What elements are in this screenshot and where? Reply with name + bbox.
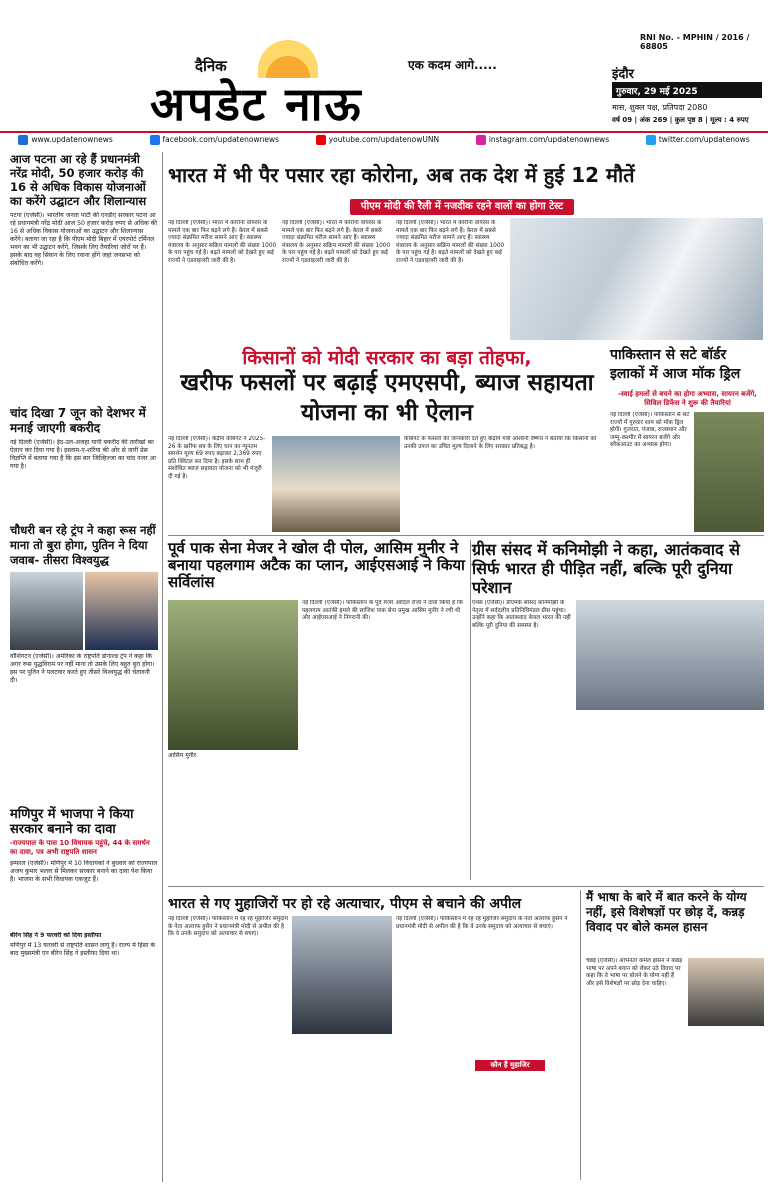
youtube-link[interactable]: youtube.com/updatenowUNN: [316, 135, 439, 145]
muhajir-box-label: कौन हैं मुहाजिर: [475, 1060, 545, 1071]
putin-photo: [10, 572, 83, 650]
cabinet-photo: [272, 436, 400, 532]
pak-body: नई दिल्ली (एजेंसी)। पाकिस्तान से सटे राज्यों में गुरुवार शाम को मॉक ड्रिल होगी। गुजरात, पंजाब, राजस्थान और जम्मू-कश्मीर में सायरन बजेंगे और ब्लैकआउट का अभ्यास होगा।: [610, 412, 690, 448]
globe-icon: [18, 135, 28, 145]
twitter-link[interactable]: twitter.com/updatenows: [646, 135, 750, 145]
left-body-5: मणिपुर में 13 फरवरी से राष्ट्रपति शासन लागू है। राज्य में हिंसा के बाद मुख्यमंत्री एन बीरेन सिंह ने इस्तीफा दिया था।: [10, 942, 156, 957]
instagram-icon: [476, 135, 486, 145]
left-headline-1: आज पटना आ रहे हैं प्रधानमंत्री नरेंद्र मोदी, 50 हजार करोड़ की 16 से अधिक विकास योजनाओं का करेंगे उद्घाटन और शिलान्यास: [10, 152, 147, 208]
date: गुरुवार, 29 मई 2025: [612, 82, 762, 98]
kamal-photo: [688, 958, 764, 1026]
column-divider-3: [580, 890, 581, 1180]
altaf-photo: [292, 916, 392, 1034]
trump-photo: [85, 572, 158, 650]
soldiers-photo: [694, 412, 764, 532]
column-divider-2: [470, 540, 471, 880]
lead-subhead: पीएम मोदी की रैली में नजदीक रहने वालों का होगा टेस्ट: [350, 199, 574, 215]
twitter-icon: [646, 135, 656, 145]
youtube-icon: [316, 135, 326, 145]
panchang: मास, शुक्ल पक्ष, प्रतिपदा 2080: [612, 103, 708, 112]
column-divider: [162, 152, 163, 1182]
language-headline: मैं भाषा के बारे में बात करने के योग्य नहीं, इसे विशेषज्ञों पर छोड़ दें, कन्नड़ विवाद पर बोले कमल हासन: [586, 890, 747, 934]
left-subhead-5: बीरेन सिंह ने 9 फरवरी को दिया इस्तीफा: [10, 932, 102, 939]
lead-body-1: नई दिल्ली (एजेंसी)। भारत में कोरोना वायरस के मामले एक बार फिर बढ़ने लगे हैं। केरल में सबसे ज्यादा संक्रमित मरीज सामने आए हैं। स्वास्थ्य मंत्रालय के अनुसार सक्रिय मामलों की संख्या 1000 के पार पहुंच गई है। बढ़ते मामलों को देखते हुए कई राज्यों ने एडवाइजरी जारी की है।: [168, 220, 277, 264]
left-body-4: इम्फाल (एजेंसी)। मणिपुर में 10 विधायकों ने बुधवार को राज्यपाल अजय कुमार भल्ला से मिलकर सरकार बनाने का दावा पेश किया है। भाजपा के सभी विधायक एकजुट हैं।: [10, 860, 158, 883]
munir-caption: आसिम मुनीर: [168, 752, 197, 759]
left-column: [10, 152, 158, 1178]
left-subhead-4: -राज्यपाल के पास 10 विधायक पहुंचे, 44 के समर्थन का दावा, पत्र अभी राष्ट्रपति शासन: [10, 839, 150, 856]
greece-body: एथेंस (एजेंसी)। डीएमके सांसद कनिमोझी के नेतृत्व में सर्वदलीय प्रतिनिधिमंडल ग्रीस पहुंचा। उन्होंने कहा कि आतंकवाद केवल भारत की नहीं बल्कि पूरी दुनिया की समस्या है।: [472, 600, 571, 629]
pak-headline: पाकिस्तान से सटे बॉर्डर इलाकों में आज मॉक ड्रिल: [610, 347, 741, 382]
pak-subhead: -स्वाई हमलों से बचने का होगा अभ्यास, सायरन बजेंगे, सिविल डिफेंस ने शुरू की तैयारियां: [618, 390, 757, 407]
left-body-1: पटना (एजेंसी)। भारतीय जनता पार्टी की एनडीए सरकार पटना आ रहे प्रधानमंत्री नरेंद्र मोदी आज 50 हजार करोड़ रुपए से अधिक की 16 से अधिक विकास योजनाओं का उद्घाटन और शिलान्यास करेंगे। बताया जा रहा है कि पीएम मोदी बिहार में एयरपोर्ट टर्मिनल भवन का भी उद्घाटन करेंगे, जिसके लिए तैयारियां जोरों पर हैं। इसके बाद वह सिवान के लिए रवाना होंगे जहां जनसभा को संबोधित करेंगे।: [10, 212, 158, 267]
masthead: [0, 0, 768, 131]
left-headline-4: मणिपुर में भाजपा ने किया सरकार बनाने का दावा: [10, 807, 134, 837]
farm-body-1: नई दिल्ली (एजेंसी)। केंद्रीय कैबिनेट ने 2025-26 के खरीफ सत्र के लिए धान का न्यूनतम समर्थन मूल्य 69 रुपए बढ़ाकर 2,369 रुपए प्रति क्विंटल कर दिया है। इसके साथ ही संशोधित ब्याज सहायता योजना को भी मंजूरी दी गई है।: [168, 436, 266, 480]
farm-body-2: कैबिनेट के फैसलों की जानकारी देते हुए केंद्रीय मंत्री अश्विनी वैष्णव ने बताया कि किसानों को उनकी उपज का उचित मूल्य दिलाने के लिए सरकार प्रतिबद्ध है।: [404, 436, 597, 450]
army-body: नई दिल्ली (एजेंसी)। पाकिस्तान के पूर्व मेजर आदिल राजा ने दावा किया है कि पहलगाम आतंकी हमले की साजिश पाक सेना प्रमुख आसिम मुनीर ने रची थी और आईएसआई ने निगरानी की।: [302, 600, 463, 621]
munir-photo: [168, 600, 298, 750]
covid-ppe-photo: [510, 218, 763, 340]
left-body-3: वॉशिंगटन (एजेंसी)। अमेरिका के राष्ट्रपति डोनाल्ड ट्रंप ने कहा कि अगर रूस युद्धविराम पर नहीं माना तो उसके लिए बहुत बुरा होगा। इस पर पुतिन ने पलटवार करते हुए तीसरे विश्वयुद्ध की चेतावनी दी।: [10, 653, 155, 684]
farm-kicker: किसानों को मोदी सरकार का बड़ा तोहफा,: [242, 347, 532, 369]
social-bar: [0, 131, 768, 147]
lead-body-2: नई दिल्ली (एजेंसी)। भारत में कोरोना वायरस के मामले एक बार फिर बढ़ने लगे हैं। केरल में सबसे ज्यादा संक्रमित मरीज सामने आए हैं। स्वास्थ्य मंत्रालय के अनुसार सक्रिय मामलों की संख्या 1000 के पार पहुंच गई है। बढ़ते मामलों को देखते हुए कई राज्यों ने एडवाइजरी जारी की है।: [282, 220, 391, 264]
left-headline-3: चौधरी बन रहे ट्रंप ने कहा रूस नहीं माना तो बुरा होगा, पुतिन ने दिया जवाब- तीसरा विश्वयुद्ध: [10, 523, 156, 567]
facebook-link[interactable]: facebook.com/updatenownews: [150, 135, 280, 145]
leaders-photos: [10, 572, 158, 650]
instagram-link[interactable]: instagram.com/updatenownews: [476, 135, 609, 145]
language-body: चेन्नई (एजेंसी)। अभिनेता कमल हासन ने कन्नड़ भाषा पर अपने बयान को लेकर उठे विवाद पर कहा कि वे भाषा पर बोलने के योग्य नहीं हैं और इसे विशेषज्ञों पर छोड़ देना चाहिए।: [586, 958, 683, 987]
greece-headline: ग्रीस संसद में कनिमोझी ने कहा, आतंकवाद से सिर्फ भारत ही पीड़ित नहीं, बल्कि पूरी दुनिया परेशान: [472, 540, 740, 597]
newspaper-logo: अपडेट नाऊ: [150, 77, 363, 131]
left-headline-2: चांद दिखा 7 जून को देशभर में मनाई जाएगी बकरीद: [10, 406, 146, 435]
kanimozhi-photo: [576, 600, 764, 710]
army-headline: पूर्व पाक सेना मेजर ने खोल दी पोल, आसिम मुनीर ने बनाया पहलगाम अटैक का प्लान, आईएसआई ने किया सर्विलांस: [168, 539, 465, 591]
section-rule-2: [168, 886, 764, 887]
section-rule: [168, 535, 764, 536]
muhajir-headline: भारत से गए मुहाजिरों पर हो रहे अत्याचार, पीएम से बचाने की अपील: [168, 896, 522, 912]
facebook-icon: [150, 135, 160, 145]
website-link[interactable]: www.updatenownews: [18, 135, 112, 145]
lead-body-3: नई दिल्ली (एजेंसी)। भारत में कोरोना वायरस के मामले एक बार फिर बढ़ने लगे हैं। केरल में सबसे ज्यादा संक्रमित मरीज सामने आए हैं। स्वास्थ्य मंत्रालय के अनुसार सक्रिय मामलों की संख्या 1000 के पार पहुंच गई है। बढ़ते मामलों को देखते हुए कई राज्यों ने एडवाइजरी जारी की है।: [396, 220, 505, 264]
muhajir-body-2: नई दिल्ली (एजेंसी)। पाकिस्तान में रह रहे मुहाजिर समुदाय के नेता अल्ताफ हुसैन ने प्रधानमंत्री मोदी से अपील की है कि वे उनके समुदाय को अत्याचार से बचाएं।: [396, 916, 568, 930]
issue-info: वर्ष 09 | अंक 269 | कुल पृष्ठ 8 | मूल्य : 4 रुपए: [612, 116, 749, 124]
tagline: एक कदम आगे.....: [408, 58, 497, 72]
rni-number: RNI No. - MPHIN / 2016 / 68805: [640, 33, 750, 51]
logo-prefix: दैनिक: [195, 57, 227, 75]
farm-headline: खरीफ फसलों पर बढ़ाई एमएसपी, ब्याज सहायता योजना का भी ऐलान: [180, 370, 594, 426]
muhajir-body: नई दिल्ली (एजेंसी)। पाकिस्तान में रह रहे मुहाजिर समुदाय के नेता अल्ताफ हुसैन ने प्रधानमंत्री मोदी से अपील की है कि वे उनके समुदाय को अत्याचार से बचाएं।: [168, 916, 288, 937]
left-body-2: नई दिल्ली (एजेंसी)। ईद-उल-अजहा यानी बकरीद की तारीखों का ऐलान कर दिया गया है। इस्लाम-ए-शरिया की ओर से जारी प्रेस विज्ञप्ति में बताया गया है कि इस बार जिल्हिज्जा का चांद नजर आ गया है।: [10, 439, 156, 470]
lead-headline: भारत में भी पैर पसार रहा कोरोना, अब तक देश में हुई 12 मौतें: [168, 163, 635, 187]
edition-city: इंदौर: [612, 67, 634, 82]
